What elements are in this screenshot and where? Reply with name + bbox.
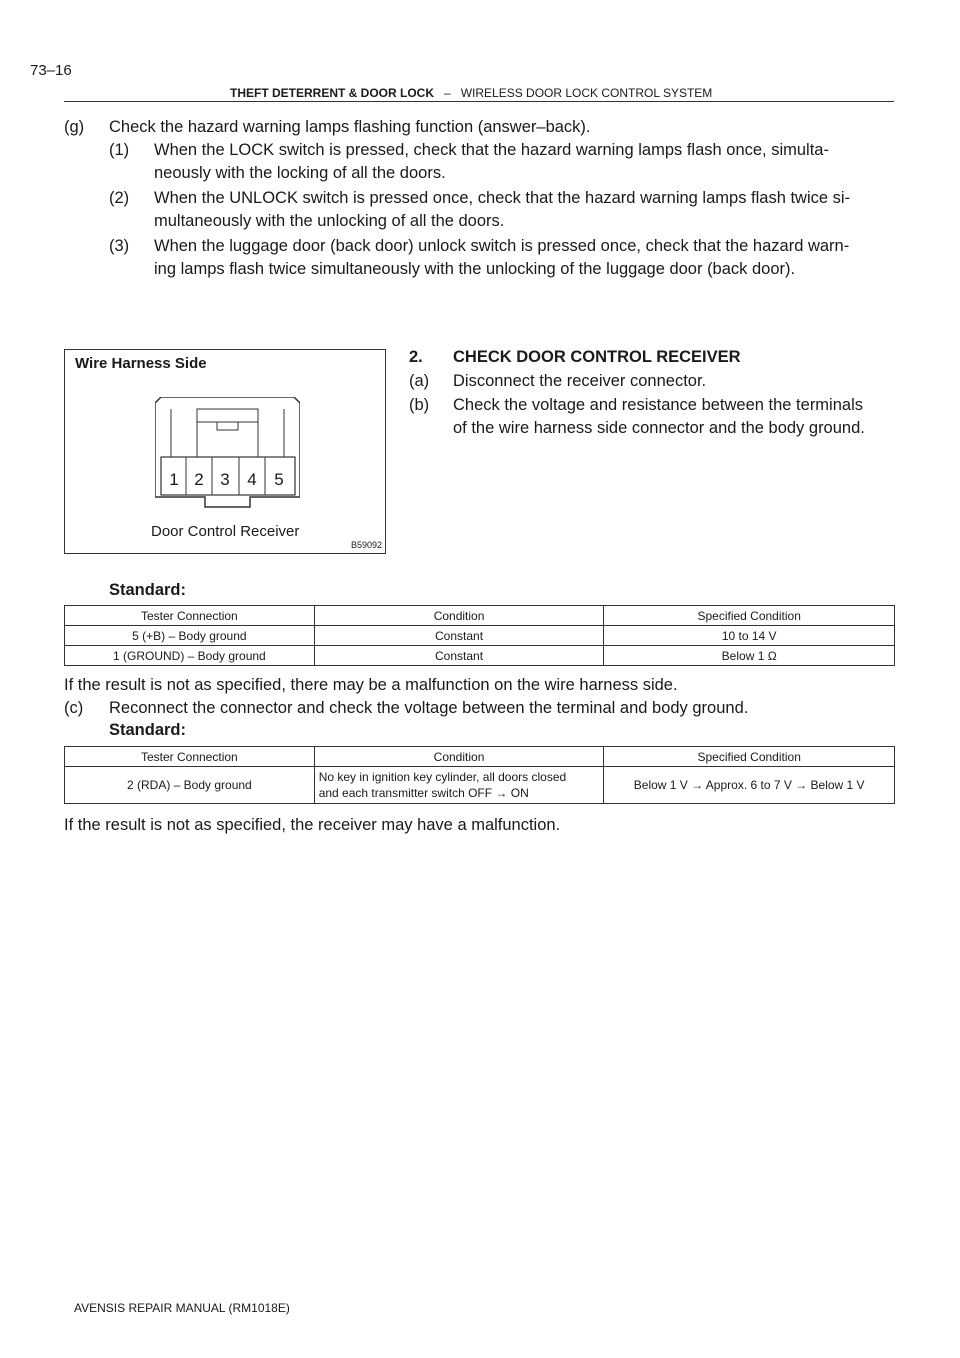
step-2a [409, 370, 895, 393]
header-condition: Condition [314, 747, 604, 767]
item-1-label: (1) [109, 141, 130, 159]
cell-connection: 1 (GROUND) – Body ground [65, 646, 315, 666]
header-condition: Condition [314, 606, 604, 626]
connector-diagram [155, 397, 300, 525]
step-2b-line-2: of the wire harness side connector and the body ground. [453, 419, 865, 437]
step-2b [409, 394, 895, 440]
note-1: If the result is not as specified, there may be a malfunction on the wire harness side. [64, 676, 678, 694]
item-2-line-1: When the UNLOCK switch is pressed once, check that the hazard warning lamps flash twice si- [154, 189, 851, 207]
subsection-title: WIRELESS DOOR LOCK CONTROL SYSTEM [460, 86, 713, 100]
cell-connection: 5 (+B) – Body ground [65, 626, 315, 646]
cell-connection: 2 (RDA) – Body ground [65, 767, 315, 804]
page-footer: AVENSIS REPAIR MANUAL (RM1018E) [74, 1301, 290, 1315]
header-rule [64, 101, 894, 102]
header-specified-condition: Specified Condition [604, 747, 895, 767]
header-tester-connection: Tester Connection [65, 606, 315, 626]
condition-line-2: and each transmitter switch OFF → ON [318, 786, 529, 800]
figure-code: B59092 [350, 540, 382, 550]
spec-table-1 [64, 605, 895, 666]
pin-5-label: 5 [274, 470, 284, 489]
step-g-label: (g) [64, 118, 85, 136]
spec-table-2 [64, 746, 895, 804]
step-c-text: Reconnect the connector and check the voltage between the terminal and body ground. [109, 699, 749, 717]
step-2a-text: Disconnect the receiver connector. [453, 372, 707, 390]
step-2a-label: (a) [409, 372, 430, 390]
step-g-item-2 [109, 187, 895, 233]
pin-1-label: 1 [169, 470, 179, 489]
cell-specified: Below 1 Ω [604, 646, 895, 666]
step-c [64, 697, 895, 720]
item-3-label: (3) [109, 237, 130, 255]
cell-condition: Constant [314, 646, 604, 666]
page-number: 73–16 [30, 62, 72, 79]
standard-label-1: Standard: [109, 581, 187, 599]
connector-latch [197, 409, 258, 422]
item-3-line-2: ing lamps flash twice simultaneously with the unlocking of the luggage door (back door). [154, 260, 796, 278]
pin-4-label: 4 [247, 470, 257, 489]
figure-caption: Door Control Receiver [151, 523, 300, 540]
step-2-heading [409, 346, 895, 369]
header-tester-connection: Tester Connection [65, 747, 315, 767]
item-2-line-2: multaneously with the unlocking of all the doors. [154, 212, 505, 230]
step-g-item-1 [109, 139, 895, 185]
connector-housing [155, 397, 300, 507]
cell-condition [314, 767, 604, 804]
note-2: If the result is not as specified, the receiver may have a malfunction. [64, 816, 561, 834]
cell-specified: 10 to 14 V [604, 626, 895, 646]
figure-title: Wire Harness Side [75, 355, 207, 372]
step-2b-label: (b) [409, 396, 430, 414]
step-g-item-3 [109, 235, 895, 281]
standard-label-2: Standard: [109, 721, 187, 739]
page-header [230, 86, 712, 100]
step-2b-line-1: Check the voltage and resistance between the terminals [453, 396, 863, 414]
table-header-row [65, 606, 895, 626]
step-2-label: 2. [409, 348, 423, 366]
item-3-line-1: When the luggage door (back door) unlock switch is pressed once, check that the hazard warn- [154, 237, 850, 255]
table-row [65, 626, 895, 646]
item-2-label: (2) [109, 189, 130, 207]
table-header-row [65, 747, 895, 767]
pin-3-label: 3 [220, 470, 230, 489]
step-2-title: CHECK DOOR CONTROL RECEIVER [453, 348, 741, 366]
step-c-label: (c) [64, 699, 84, 717]
cell-specified: Below 1 V → Approx. 6 to 7 V → Below 1 V [604, 767, 895, 804]
header-specified-condition: Specified Condition [604, 606, 895, 626]
condition-line-1: No key in ignition key cylinder, all doors closed [318, 770, 567, 784]
cell-condition: Constant [314, 626, 604, 646]
step-g [64, 116, 895, 139]
item-1-line-2: neously with the locking of all the doors. [154, 164, 446, 182]
step-g-text: Check the hazard warning lamps flashing function (answer–back). [109, 118, 591, 136]
header-separator: – [444, 86, 451, 100]
section-title: THEFT DETERRENT & DOOR LOCK [230, 86, 434, 100]
table-row [65, 767, 895, 804]
pin-2-label: 2 [194, 470, 204, 489]
connector-figure [64, 349, 386, 554]
table-row [65, 646, 895, 666]
connector-latch-tab [217, 422, 238, 430]
item-1-line-1: When the LOCK switch is pressed, check that the hazard warning lamps flash once, simulta- [154, 141, 829, 159]
